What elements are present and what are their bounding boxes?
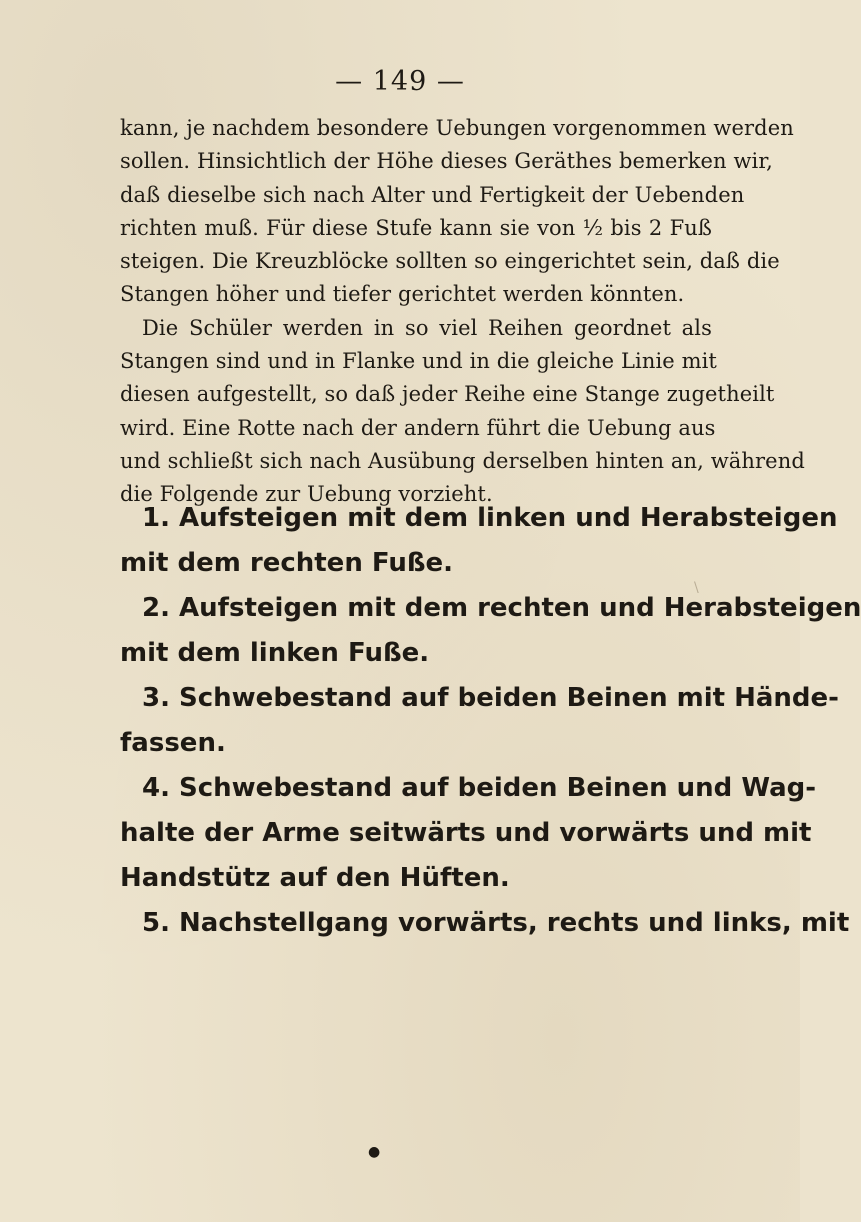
text-line: sollen. Hinsichtlich der Höhe dieses Geräthes bemerken wir,	[120, 149, 773, 174]
exercise-line: mit dem rechten Fuße.	[120, 548, 454, 578]
text-line: daß dieselbe sich nach Alter und Fertigkeit der Uebenden	[120, 182, 745, 207]
exercise-line: 1. Aufsteigen mit dem linken und Herabsteigen	[142, 503, 838, 533]
text-line: kann, je nachdem besondere Uebungen vorgenommen werden	[120, 116, 794, 140]
text-line: steigen. Die Kreuzblöcke sollten so eingerichtet sein, daß die	[120, 249, 780, 274]
text-line: Stangen sind und in Flanke und in die gleiche Linie mit	[120, 349, 717, 374]
exercise-line: Handstütz auf den Hüften.	[120, 863, 510, 893]
text-line: diesen aufgestellt, so daß jeder Reihe eine Stange zugetheilt	[120, 382, 775, 407]
exercise-line: 4. Schwebestand auf beiden Beinen und Wag-	[142, 773, 817, 803]
footer-dot: ●	[368, 1144, 381, 1160]
exercise-line: fassen.	[120, 728, 226, 758]
text-line: Stangen höher und tiefer gerichtet werden könnten.	[120, 282, 685, 307]
exercise-line: 5. Nachstellgang vorwärts, rechts und links, mit	[142, 908, 850, 938]
exercise-line: 2. Aufsteigen mit dem rechten und Herabsteigen	[142, 593, 861, 623]
text-line: die Folgende zur Uebung vorzieht.	[120, 482, 493, 507]
page-number: — 149 —	[335, 66, 465, 97]
text-line: richten muß. Für diese Stufe kann sie von ½ bis 2 Fuß	[120, 215, 712, 240]
margin-mark: \	[694, 580, 699, 596]
text-line: Die Schüler werden in so viel Reihen geordnet als	[142, 315, 712, 340]
exercise-list	[120, 496, 861, 946]
body-text	[120, 112, 805, 512]
text-line: wird. Eine Rotte nach der andern führt die Uebung aus	[120, 415, 716, 440]
exercise-line: 3. Schwebestand auf beiden Beinen mit Hände-	[142, 683, 839, 713]
exercise-line: mit dem linken Fuße.	[120, 638, 430, 668]
exercise-line: halte der Arme seitwärts und vorwärts und mit	[120, 818, 812, 848]
text-line: und schließt sich nach Ausübung derselben hinten an, während	[120, 448, 805, 473]
